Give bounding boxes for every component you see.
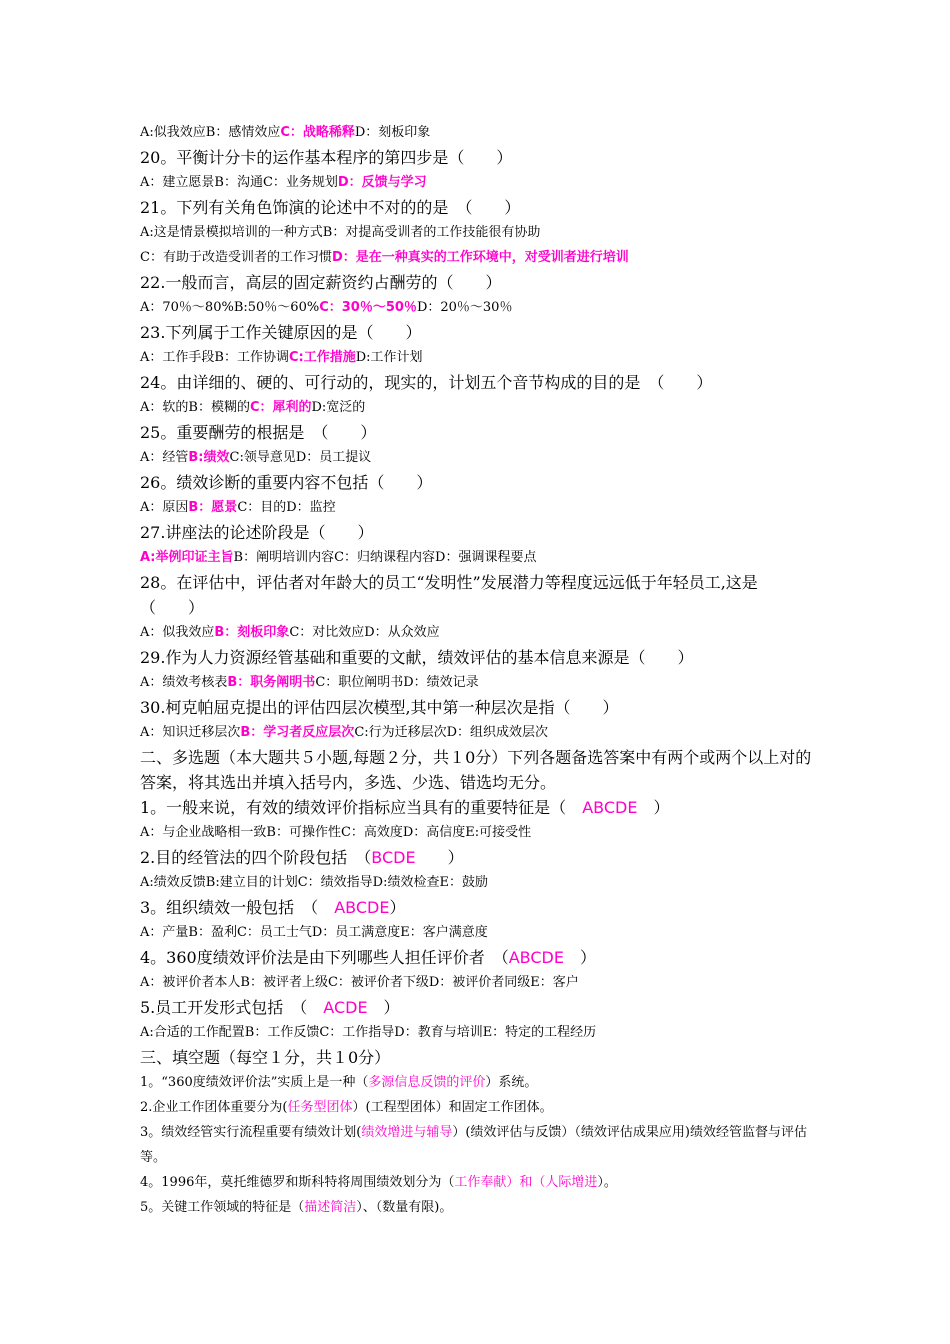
multi-question-5 bbox=[140, 995, 820, 1020]
text: 4。360度绩效评价法是由下列哪些人担任评价者 （ bbox=[140, 948, 509, 967]
multi-options-2 bbox=[140, 870, 820, 895]
answer-highlight: D：是在一种真实的工作环境中，对受训者进行培训 bbox=[331, 250, 629, 265]
answer-highlight: 工作奉献）和（人际增进 bbox=[454, 1175, 598, 1190]
answer-highlight: 任务型团体 bbox=[287, 1100, 353, 1115]
text: 27.讲座法的论述阶段是（ ） bbox=[140, 523, 374, 542]
question-20 bbox=[140, 145, 820, 170]
text: A：似我效应 bbox=[140, 625, 215, 640]
document-page bbox=[140, 120, 820, 1220]
options-22 bbox=[140, 295, 820, 320]
text: 29.作为人力资源经管基础和重要的文献，绩效评估的基本信息来源是（ ） bbox=[140, 648, 694, 667]
text: ） bbox=[637, 798, 670, 817]
answer-highlight: ABCDE bbox=[582, 798, 638, 817]
text: A：工作手段B：工作协调 bbox=[140, 350, 289, 365]
answer-highlight: B：学习者反应层次 bbox=[240, 725, 355, 740]
answer-highlight: C:工作措施 bbox=[288, 350, 356, 365]
section-2-heading bbox=[140, 745, 820, 795]
options-24 bbox=[140, 395, 820, 420]
text: C：有助于改造受训者的工作习惯 bbox=[140, 250, 332, 265]
answer-highlight: C：犀利的 bbox=[249, 400, 312, 415]
text: 26。绩效诊断的重要内容不包括（ ） bbox=[140, 473, 433, 492]
options-21b bbox=[140, 245, 820, 270]
options-21a bbox=[140, 220, 820, 245]
text: A:似我效应B：感情效应 bbox=[140, 125, 281, 140]
options-30 bbox=[140, 720, 820, 745]
text: 4。1996年，莫托维德罗和斯科特将周围绩效划分为（ bbox=[140, 1175, 455, 1190]
answer-highlight: BCDE bbox=[371, 848, 416, 867]
text: A：绩效考核表 bbox=[140, 675, 228, 690]
multi-question-3 bbox=[140, 895, 820, 920]
text: A：知识迁移层次 bbox=[140, 725, 241, 740]
answer-highlight: ABCDE bbox=[334, 898, 390, 917]
text: ）、（数量有限)。 bbox=[356, 1200, 453, 1215]
answer-highlight: D：反馈与学习 bbox=[337, 175, 427, 190]
text: A：软的B：模糊的 bbox=[140, 400, 250, 415]
text: ） bbox=[563, 948, 596, 967]
text: 二、多选题（本大题共５小题,每题２分，共１0分）下列各题备选答案中有两个或两个以上对的答案，将其选出并填入括号内，多选、少选、错选均无分。 bbox=[140, 748, 812, 792]
text: A：产量B：盈利C：员工士气D：员工满意度E：客户满意度 bbox=[140, 925, 488, 940]
line-0 bbox=[140, 120, 820, 145]
fill-3 bbox=[140, 1120, 820, 1170]
text: D:宽泛的 bbox=[311, 400, 366, 415]
text: 23.下列属于工作关键原因的是（ ） bbox=[140, 323, 422, 342]
answer-highlight: C：30％～50％ bbox=[319, 300, 417, 315]
options-26 bbox=[140, 495, 820, 520]
question-25 bbox=[140, 420, 820, 445]
text: A：原因 bbox=[140, 500, 189, 515]
text: ）系统。 bbox=[485, 1075, 538, 1090]
multi-options-1 bbox=[140, 820, 820, 845]
question-28 bbox=[140, 570, 820, 620]
question-21 bbox=[140, 195, 820, 220]
options-29 bbox=[140, 670, 820, 695]
question-29 bbox=[140, 645, 820, 670]
answer-highlight: 绩效增进与辅导 bbox=[361, 1125, 453, 1140]
text: 2.目的经管法的四个阶段包括 （ bbox=[140, 848, 372, 867]
text: A:合适的工作配置B：工作反馈C：工作指导D：教育与培训E：特定的工程经历 bbox=[140, 1025, 597, 1040]
multi-options-3 bbox=[140, 920, 820, 945]
text: A:绩效反馈B:建立目的计划C：绩效指导D:绩效检查E：鼓励 bbox=[140, 875, 488, 890]
text: C:行为迁移层次D：组织成效层次 bbox=[354, 725, 549, 740]
text: D：20％～30％ bbox=[416, 300, 513, 315]
text: 3。组织绩效一般包括 （ bbox=[140, 898, 335, 917]
text: 三、填空题（每空１分，共１0分） bbox=[140, 1048, 391, 1067]
multi-options-5 bbox=[140, 1020, 820, 1045]
text: D：刻板印象 bbox=[354, 125, 431, 140]
text: A：建立愿景B：沟通C：业务规划 bbox=[140, 175, 338, 190]
question-27 bbox=[140, 520, 820, 545]
multi-question-2 bbox=[140, 845, 820, 870]
question-30 bbox=[140, 695, 820, 720]
answer-highlight: 描述简洁 bbox=[304, 1200, 357, 1215]
text: ） bbox=[389, 898, 406, 917]
options-23 bbox=[140, 345, 820, 370]
text: 5。关键工作领域的特征是（ bbox=[140, 1200, 305, 1215]
answer-highlight: C：战略稀释 bbox=[280, 125, 355, 140]
text: ） bbox=[367, 998, 400, 1017]
text: ） bbox=[415, 848, 464, 867]
fill-4 bbox=[140, 1170, 820, 1195]
text: 28。在评估中，评估者对年龄大的员工“发明性”发展潜力等程度远远低于年轻员工,这是 （ ） bbox=[140, 573, 774, 617]
options-25 bbox=[140, 445, 820, 470]
text: A：被评价者本人B：被评者上级C：被评价者下级D：被评价者同级E：客户 bbox=[140, 975, 579, 990]
text: D:工作计划 bbox=[355, 350, 423, 365]
text: 30.柯克帕屈克提出的评估四层次模型,其中第一种层次是指（ ） bbox=[140, 698, 619, 717]
text: A:这是情景模拟培训的一种方式B：对提高受训者的工作技能很有协助 bbox=[140, 225, 541, 240]
answer-highlight: A:举例印证主旨 bbox=[140, 550, 234, 565]
multi-options-4 bbox=[140, 970, 820, 995]
text: C：目的D：监控 bbox=[237, 500, 336, 515]
multi-question-4 bbox=[140, 945, 820, 970]
question-24 bbox=[140, 370, 820, 395]
text: 1。一般来说，有效的绩效评价指标应当具有的重要特征是（ bbox=[140, 798, 583, 817]
fill-2 bbox=[140, 1095, 820, 1120]
answer-highlight: B：职务阐明书 bbox=[227, 675, 316, 690]
text: 2.企业工作团体重要分为( bbox=[140, 1100, 288, 1115]
question-26 bbox=[140, 470, 820, 495]
text: C：对比效应D：从众效应 bbox=[289, 625, 440, 640]
multi-question-1 bbox=[140, 795, 820, 820]
options-27 bbox=[140, 545, 820, 570]
options-20 bbox=[140, 170, 820, 195]
answer-highlight: ACDE bbox=[323, 998, 368, 1017]
text: 3。绩效经管实行流程重要有绩效计划( bbox=[140, 1125, 362, 1140]
question-22 bbox=[140, 270, 820, 295]
text: 20。平衡计分卡的运作基本程序的第四步是（ ） bbox=[140, 148, 513, 167]
options-28 bbox=[140, 620, 820, 645]
text: ）(绩效评估与反馈）（绩效评估成果应用)绩效经管监督与评估等。 bbox=[140, 1125, 808, 1165]
fill-1 bbox=[140, 1070, 820, 1095]
text: ）(工程型团体）和固定工作团体。 bbox=[352, 1100, 553, 1115]
answer-highlight: B：愿景 bbox=[188, 500, 238, 515]
fill-5 bbox=[140, 1195, 820, 1220]
text: A：经管 bbox=[140, 450, 189, 465]
text: 1。“360度绩效评价法”实质上是一种（ bbox=[140, 1075, 369, 1090]
answer-highlight: ABCDE bbox=[508, 948, 564, 967]
text: 5.员工开发形式包括 （ bbox=[140, 998, 324, 1017]
answer-highlight: B:绩效 bbox=[188, 450, 230, 465]
text: A：70％～80%B:50％～60% bbox=[140, 300, 320, 315]
section-3-heading bbox=[140, 1045, 820, 1070]
text: 21。下列有关角色饰演的论述中不对的的是 （ ） bbox=[140, 198, 521, 217]
text: A：与企业战略相一致B：可操作性C：高效度D：高信度E:可接受性 bbox=[140, 825, 532, 840]
text: C：职位阐明书D：绩效记录 bbox=[315, 675, 479, 690]
answer-highlight: 多源信息反馈的评价 bbox=[368, 1075, 486, 1090]
text: B：阐明培训内容C：归纳课程内容D：强调课程要点 bbox=[233, 550, 537, 565]
answer-highlight: B：刻板印象 bbox=[214, 625, 290, 640]
text: 22.一般而言，高层的固定薪资约占酬劳的（ ） bbox=[140, 273, 502, 292]
text: ）。 bbox=[597, 1175, 617, 1190]
question-23 bbox=[140, 320, 820, 345]
text: 25。重要酬劳的根据是 （ ） bbox=[140, 423, 377, 442]
text: 24。由详细的、硬的、可行动的，现实的，计划五个音节构成的目的是 （ ） bbox=[140, 373, 713, 392]
text: C:领导意见D：员工提议 bbox=[229, 450, 372, 465]
